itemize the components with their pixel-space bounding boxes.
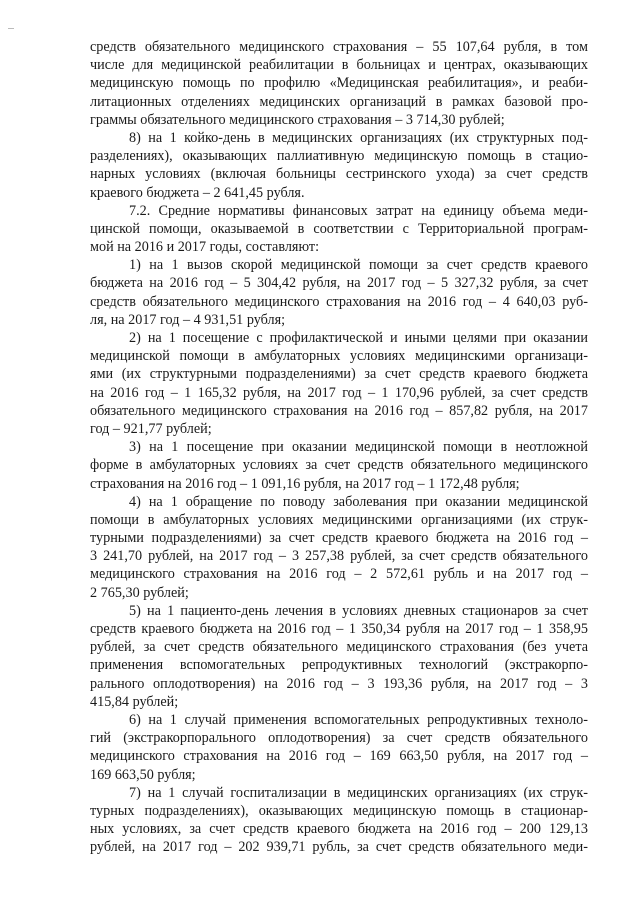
- text-line: гий (экстракорпорального оплодотворения) за счет средств обязательного: [90, 730, 588, 747]
- text-line: ля, на 2017 год – 4 931,51 рубля;: [90, 311, 286, 328]
- text-line: рублей, за счет средств обязательного медицинского страхования (без учета: [90, 639, 588, 656]
- text-line: 6) на 1 случай применения вспомогательных репродуктивных техноло-: [129, 711, 588, 728]
- text-line: средств обязательного медицинского страхования на 2016 год – 4 640,03 руб-: [90, 293, 588, 310]
- text-line: цинской помощи, оказываемой в соответствии с Территориальной програм-: [90, 220, 588, 237]
- text-line: 2 765,30 рублей;: [90, 584, 189, 601]
- text-line: 169 663,50 рубля;: [90, 766, 196, 783]
- text-line: применения вспомогательных репродуктивных технологий (экстракорпо-: [90, 657, 588, 674]
- text-line: медицинского страхования на 2016 год – 2 572,61 рубль и на 2017 год –: [90, 566, 588, 583]
- text-line: средств обязательного медицинского страхования – 55 107,64 рубля, в том: [90, 39, 588, 55]
- text-line: турными подразделениями) за счет средств краевого бюджета на 2016 год –: [90, 530, 588, 547]
- text-line: обязательного медицинского страхования на 2016 год – 857,82 рубля, на 2017: [90, 402, 588, 419]
- text-line: ями (их структурными подразделениями) за счет средств краевого бюджета: [90, 366, 588, 383]
- text-line: 415,84 рублей;: [90, 693, 179, 710]
- text-line: 3) на 1 посещение при оказании медицинской помощи в неотложной: [129, 439, 588, 456]
- text-line: рального оплодотворения) на 2016 год – 3 193,36 рубля, на 2017 год – 3: [90, 675, 588, 692]
- text-line: 5) на 1 пациенто-день лечения в условиях дневных стационаров за счет: [129, 602, 588, 619]
- text-line: числе для медицинской реабилитации в больницах и центрах, оказывающих: [90, 57, 588, 74]
- text-line: 1) на 1 вызов скорой медицинской помощи за счет средств краевого: [129, 257, 588, 274]
- text-line: рублей, на 2017 год – 202 939,71 рубль, за счет средств обязательного меди-: [90, 839, 588, 856]
- text-line: год – 921,77 рублей;: [90, 420, 212, 437]
- text-line: страхования на 2016 год – 1 091,16 рубля, на 2017 год – 1 172,48 рубля;: [90, 475, 520, 492]
- text-line: граммы обязательного медицинского страхования – 3 714,30 рублей;: [90, 111, 505, 128]
- text-line: литационных отделениях медицинских организаций в рамках базовой про-: [90, 93, 588, 110]
- text-line: разделениях), оказывающих паллиативную медицинскую помощь в стацио-: [90, 148, 588, 165]
- document-page: [90, 38, 588, 856]
- text-line: помощи в амбулаторных условиях медицинскими организациями (их струк-: [90, 511, 588, 528]
- text-line: медицинского страхования на 2016 год – 169 663,50 рубля, на 2017 год –: [90, 748, 588, 765]
- text-line: 3 241,70 рублей, на 2017 год – 3 257,38 рублей, за счет средств обязательного: [90, 548, 588, 565]
- text-line: на 2016 год – 1 165,32 рубля, на 2017 год – 1 170,96 рублей, за счет средств: [90, 384, 588, 401]
- text-line: форме в амбулаторных условиях за счет средств обязательного медицинского: [90, 457, 588, 474]
- text-line: турных подразделениях), оказывающих медицинскую помощь в стационар-: [90, 802, 588, 819]
- text-line: бюджета на 2016 год – 5 304,42 рубля, на 2017 год – 5 327,32 рубля, за счет: [90, 275, 588, 292]
- text-line: 2) на 1 посещение с профилактической и иными целями при оказании: [129, 330, 588, 346]
- text-line: медицинской помощи в амбулаторных условиях медицинскими организаци-: [90, 348, 588, 365]
- text-line: 4) на 1 обращение по поводу заболевания при оказании медицинской: [129, 493, 588, 510]
- text-line: 7.2. Средние нормативы финансовых затрат на единицу объема меди-: [129, 202, 588, 219]
- text-line: 7) на 1 случай госпитализации в медицинских организациях (их струк-: [129, 784, 588, 801]
- text-line: 8) на 1 койко-день в медицинских организациях (их структурных под-: [129, 129, 588, 146]
- scan-mark: [8, 28, 14, 29]
- text-line: мой на 2016 и 2017 годы, составляют:: [90, 239, 320, 256]
- text-line: ных условиях, за счет средств краевого бюджета на 2016 год – 200 129,13: [90, 821, 588, 838]
- text-line: краевого бюджета – 2 641,45 рубля.: [90, 184, 305, 201]
- text-line: средств краевого бюджета на 2016 год – 1 350,34 рубля на 2017 год – 1 358,95: [90, 621, 588, 637]
- text-line: медицинскую помощь по профилю «Медицинская реабилитация», и реаби-: [90, 75, 588, 92]
- text-line: нарных условиях (включая больницы сестринского ухода) за счет средств: [90, 166, 588, 183]
